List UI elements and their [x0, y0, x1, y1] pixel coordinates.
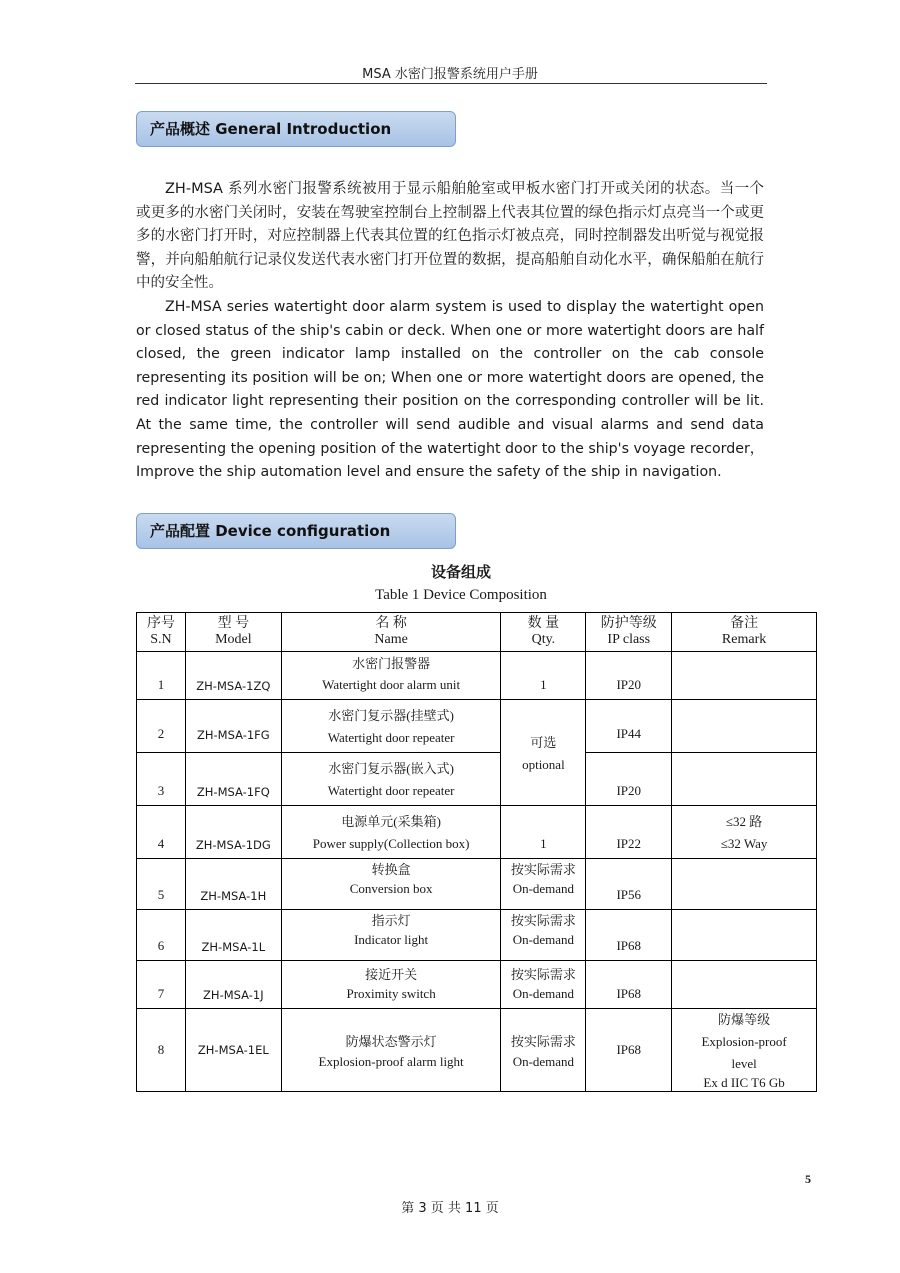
section-heading-config: 产品配置 Device configuration [136, 513, 456, 549]
table-row [137, 859, 817, 910]
cell-name: 接近开关 Proximity switch [281, 961, 501, 1009]
cell-model: ZH-MSA-1EL [185, 1009, 281, 1092]
cell-qty: 1 [501, 652, 586, 700]
section-heading-intro: 产品概述 General Introduction [136, 111, 456, 147]
table-row [137, 700, 817, 753]
cell-model: ZH-MSA-1FQ [185, 753, 281, 806]
header-sn: 序号 S.N [137, 613, 186, 652]
cell-remark [672, 753, 817, 806]
cell-sn: 4 [137, 806, 186, 859]
header-remark: 备注 Remark [672, 613, 817, 652]
table-row [137, 910, 817, 961]
cell-name: 指示灯 Indicator light [281, 910, 501, 961]
intro-paragraph-en: ZH-MSA series watertight door alarm system is used to display the watertight open or closed status of the ship's cabin or deck. When one or more watertight doors are half closed, the green indicator lamp installed on the controller on the cab console representing its position will be on; When one or more watertight doors are opened, the red indicator light representing their position on the corresponding controller will be lit. At the same time, the controller will send audible and visual alarms and send data representing the opening position of the watertight door to the ship's voyage recorder，Improve the ship automation level and ensure the safety of the ship in navigation. [136, 299, 764, 481]
cell-qty: 1 [501, 806, 586, 859]
cell-model: ZH-MSA-1H [185, 859, 281, 910]
cell-model: ZH-MSA-1FG [185, 700, 281, 753]
cell-sn: 8 [137, 1009, 186, 1092]
cell-sn: 6 [137, 910, 186, 961]
cell-model: ZH-MSA-1DG [185, 806, 281, 859]
table-row [137, 753, 817, 806]
cell-qty-optional: 可选 optional [501, 700, 586, 806]
header-rule [135, 83, 767, 84]
cell-ip: IP68 [586, 961, 672, 1009]
cell-ip: IP44 [586, 700, 672, 753]
table-row [137, 961, 817, 1009]
cell-sn: 1 [137, 652, 186, 700]
cell-remark [672, 700, 817, 753]
cell-qty: 按实际需求 On-demand [501, 961, 586, 1009]
cell-model: ZH-MSA-1ZQ [185, 652, 281, 700]
cell-model: ZH-MSA-1J [185, 961, 281, 1009]
cell-remark [672, 910, 817, 961]
table-title-cn: 设备组成 [430, 563, 491, 581]
cell-qty: 按实际需求 On-demand [501, 1009, 586, 1092]
header-qty: 数 量 Qty. [501, 613, 586, 652]
page-number-corner: 5 [805, 1172, 811, 1186]
cell-name: 电源单元(采集箱) Power supply(Collection box) [281, 806, 501, 859]
table-row [137, 806, 817, 859]
cell-remark [672, 859, 817, 910]
intro-paragraph-cn: ZH-MSA 系列水密门报警系统被用于显示船舶舱室或甲板水密门打开或关闭的状态。当一个或更多的水密门关闭时，安装在驾驶室控制台上控制器上代表其位置的绿色指示灯点亮当一个或更多的水密门打开时，对应控制器上代表其位置的红色指示灯被点亮，同时控制器发出听觉与视觉报警，并向船舶航行记录仪发送代表水密门打开位置的数据，提高船舶自动化水平，确保船舶在航行中的安全性。 [136, 181, 764, 292]
cell-model: ZH-MSA-1L [185, 910, 281, 961]
cell-ip: IP68 [586, 910, 672, 961]
cell-sn: 2 [137, 700, 186, 753]
cell-ip: IP20 [586, 753, 672, 806]
cell-name: 水密门复示器(挂壁式) Watertight door repeater [281, 700, 501, 753]
cell-qty: 按实际需求 On-demand [501, 859, 586, 910]
cell-sn: 3 [137, 753, 186, 806]
cell-sn: 5 [137, 859, 186, 910]
table-row [137, 1009, 817, 1092]
header-model: 型 号 Model [185, 613, 281, 652]
cell-name: 水密门报警器 Watertight door alarm unit [281, 652, 501, 700]
cell-name: 防爆状态警示灯 Explosion-proof alarm light [281, 1009, 501, 1092]
cell-remark [672, 961, 817, 1009]
cell-remark: 防爆等级 Explosion-proof level Ex d IIC T6 Gb [672, 1009, 817, 1092]
cell-qty: 按实际需求 On-demand [501, 910, 586, 961]
cell-name: 水密门复示器(嵌入式) Watertight door repeater [281, 753, 501, 806]
cell-ip: IP68 [586, 1009, 672, 1092]
cell-remark: ≤32 路 ≤32 Way [672, 806, 817, 859]
table-row [137, 652, 817, 700]
table-title-en: Table 1 Device Composition [375, 587, 547, 603]
cell-ip: IP20 [586, 652, 672, 700]
header-name: 名 称 Name [281, 613, 501, 652]
cell-name: 转换盒 Conversion box [281, 859, 501, 910]
cell-ip: IP22 [586, 806, 672, 859]
header-ip: 防护等级 IP class [586, 613, 672, 652]
cell-ip: IP56 [586, 859, 672, 910]
header-title: MSA 水密门报警系统用户手册 [362, 67, 538, 82]
cell-sn: 7 [137, 961, 186, 1009]
cell-remark [672, 652, 817, 700]
table-header-row [137, 613, 817, 652]
page-footer: 第 3 页 共 11 页 [401, 1201, 499, 1216]
device-composition-table [136, 612, 817, 1092]
